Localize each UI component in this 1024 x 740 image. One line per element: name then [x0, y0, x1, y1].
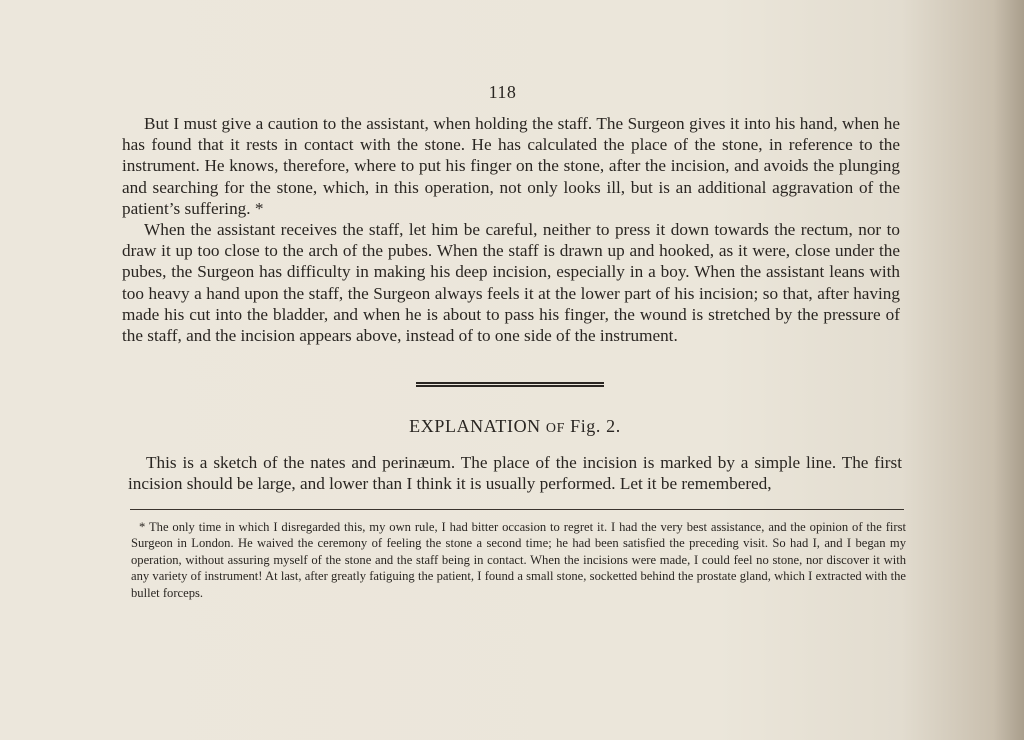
footnote-text: * The only time in which I disregarded this, my own rule, I had bitter occasion to regret it. I had the very best assistance, and the opinion of the first Surgeon in London. He waived the ceremony of feeling the stone a second time; he had been satisfied the preceding visit. So had I, and I began my operation, without assuring myself of the stone and the staff being in contact. When the incisions were made, I could feel no stone, nor discover it with any variety of instrument! At last, after greatly fatiguing the patient, I found a small stone, socketted behind the prostate gland, which I extracted with the bullet forceps.	[131, 520, 906, 600]
paragraph-caution: But I must give a caution to the assistant, when holding the staff. The Surgeon gives it into his hand, when he has found that it rests in contact with the stone. He has calculated the place of the stone, in reference to the instrument. He knows, therefore, where to put his finger on the stone, after the incision, and avoids the plunging and searching for the stone, which, in this operation, not only looks ill, but is an additional aggravation of the patient’s suffering. *	[122, 114, 900, 218]
section-heading	[0, 416, 1024, 437]
paragraph-assistant: When the assistant receives the staff, let him be careful, neither to press it down towards the rectum, nor to draw it up too close to the arch of the pubes. When the staff is drawn up and hooked, as it were, close under the pubes, the Surgeon has difficulty in making his deep incision, especially in a boy. When the assistant leans with too heavy a hand upon the staff, the Surgeon always feels it at the lower part of his incision; so that, after having made his cut into the bladder, and when he is about to pass his finger, the wound is stretched by the pressure of the staff, and the incision appears above, instead of to one side of the instrument.	[122, 220, 900, 346]
footnote	[131, 519, 906, 601]
heading-fig: Fig. 2.	[570, 416, 621, 436]
footnote-rule	[130, 509, 904, 510]
section-divider	[416, 382, 604, 387]
explanation-text	[128, 452, 902, 494]
heading-of: OF	[545, 421, 565, 436]
paragraph-explanation: This is a sketch of the nates and perinæum. The place of the incision is marked by a simple line. The first incision should be large, and lower than I think it is usually performed. Let it be remembered,	[128, 453, 902, 493]
page-number: 118	[488, 82, 517, 102]
heading-main: EXPLANATION	[409, 416, 541, 436]
main-text	[122, 113, 900, 346]
